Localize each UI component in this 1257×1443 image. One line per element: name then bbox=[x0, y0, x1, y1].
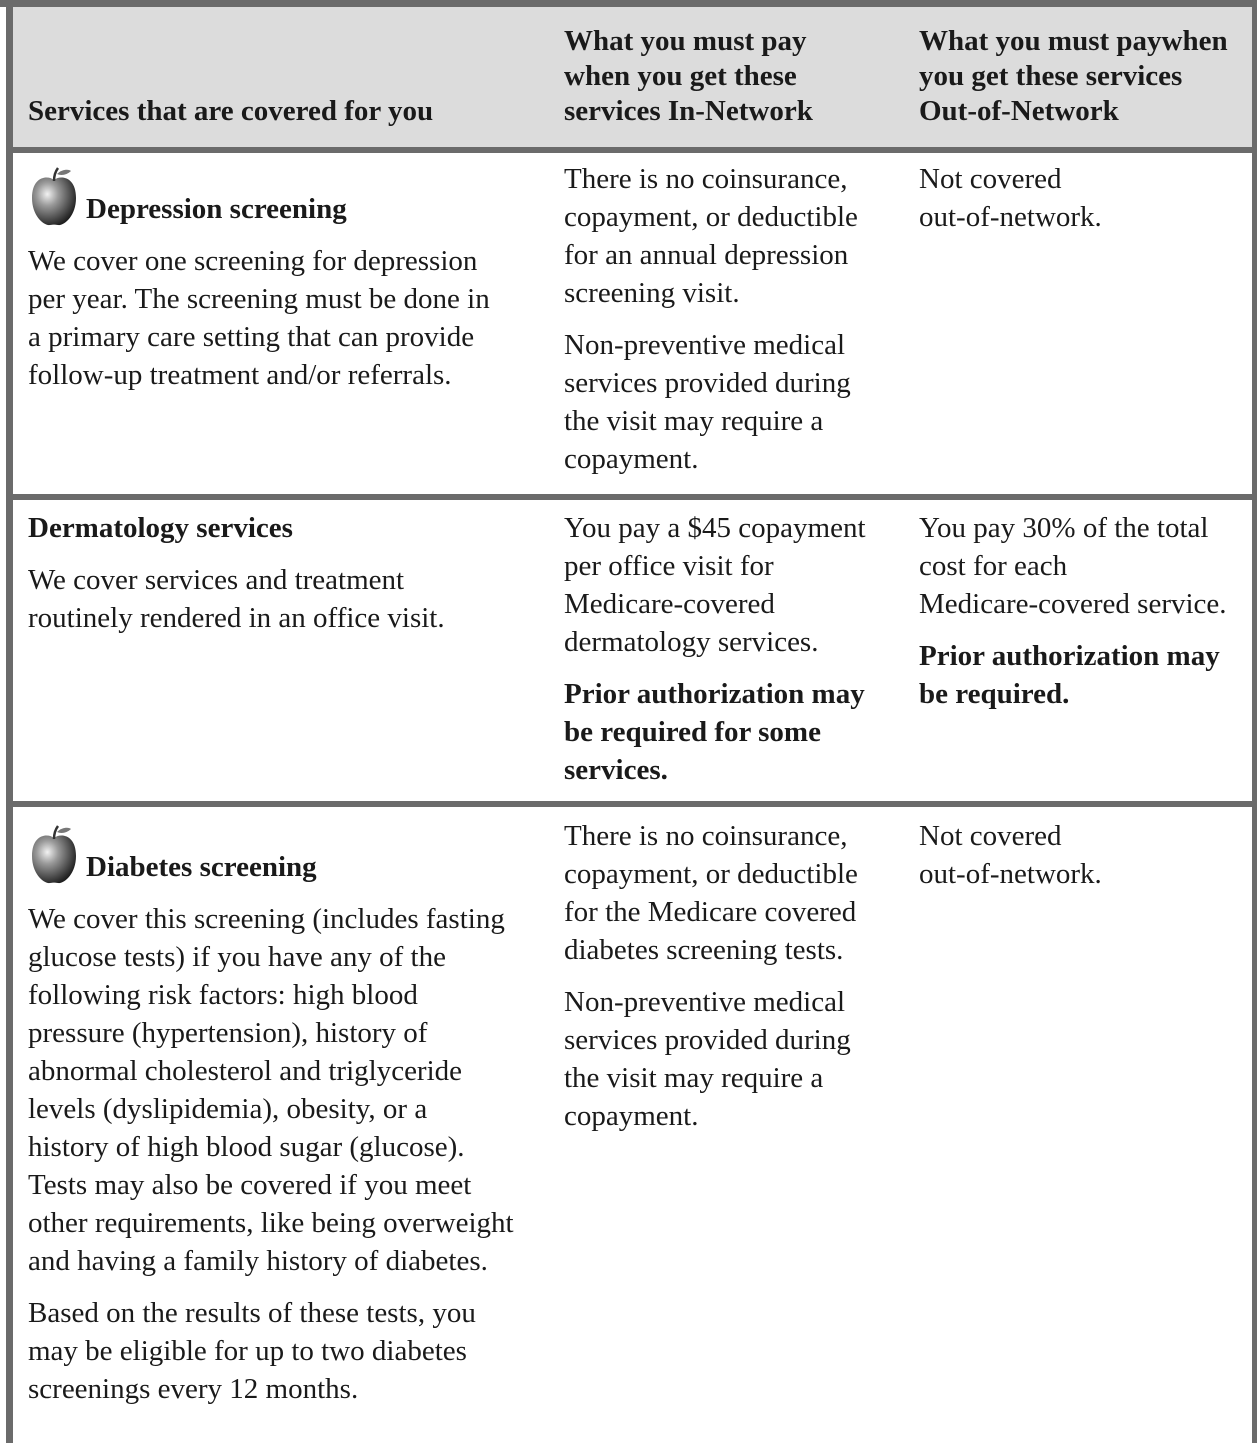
cost-paragraph bbox=[564, 983, 909, 1135]
table-top-border bbox=[0, 0, 1257, 7]
cost-paragraph bbox=[919, 509, 1254, 623]
apple-icon bbox=[28, 166, 80, 228]
cost-line: You pay 30% of the total bbox=[919, 512, 1209, 544]
service-title: Depression screening bbox=[86, 193, 347, 225]
cost-line: cost for each bbox=[919, 550, 1068, 582]
row-depression-service bbox=[28, 166, 548, 408]
header-in-network bbox=[564, 24, 904, 129]
desc-line: Based on the results of these tests, you bbox=[28, 1297, 476, 1329]
cost-line: Prior authorization may bbox=[564, 678, 865, 710]
row-diabetes-service bbox=[28, 824, 553, 1422]
service-description bbox=[28, 900, 553, 1280]
row-diabetes-in-network bbox=[564, 817, 909, 1149]
desc-line: routinely rendered in an office visit. bbox=[28, 602, 445, 634]
header-col2-line: What you must pay bbox=[564, 25, 807, 57]
desc-line: history of high blood sugar (glucose). bbox=[28, 1131, 465, 1163]
desc-line: pressure (hypertension), history of bbox=[28, 1017, 428, 1049]
service-description bbox=[28, 242, 548, 394]
header-col3-line: What you must paywhen bbox=[919, 25, 1228, 57]
service-title: Dermatology services bbox=[28, 512, 293, 544]
cost-paragraph bbox=[919, 817, 1254, 893]
cost-line: Not covered bbox=[919, 163, 1062, 195]
cost-line: for an annual depression bbox=[564, 239, 849, 271]
row-depression-in-network bbox=[564, 160, 909, 492]
cost-line: services. bbox=[564, 754, 668, 786]
row-separator bbox=[13, 801, 1252, 807]
cost-paragraph bbox=[564, 817, 909, 969]
row-dermatology-in-network bbox=[564, 509, 909, 803]
desc-line: We cover this screening (includes fasting bbox=[28, 903, 505, 935]
header-col3-line: you get these services bbox=[919, 60, 1183, 92]
desc-line: may be eligible for up to two diabetes bbox=[28, 1335, 467, 1367]
cost-paragraph bbox=[919, 160, 1254, 236]
cost-paragraph bbox=[564, 160, 909, 312]
desc-line: screenings every 12 months. bbox=[28, 1373, 359, 1405]
cost-line: Non-preventive medical bbox=[564, 986, 846, 1018]
cost-line: for the Medicare covered bbox=[564, 896, 857, 928]
service-title: Diabetes screening bbox=[86, 851, 317, 883]
header-col2-line: services In-Network bbox=[564, 95, 813, 127]
cost-line: services provided during bbox=[564, 367, 851, 399]
cost-line: Medicare-covered service. bbox=[919, 588, 1227, 620]
header-out-of-network bbox=[919, 24, 1254, 129]
row-diabetes-out-of-network bbox=[919, 817, 1254, 907]
desc-line: abnormal cholesterol and triglyceride bbox=[28, 1055, 463, 1087]
cost-line: copayment, or deductible bbox=[564, 858, 858, 890]
cost-line: out-of-network. bbox=[919, 858, 1102, 890]
cost-line: copayment. bbox=[564, 1100, 699, 1132]
cost-line: per office visit for bbox=[564, 550, 774, 582]
desc-line: levels (dyslipidemia), obesity, or a bbox=[28, 1093, 428, 1125]
desc-line: a primary care setting that can provide bbox=[28, 321, 475, 353]
table-left-border bbox=[6, 0, 13, 1443]
cost-line: copayment. bbox=[564, 443, 699, 475]
header-separator bbox=[13, 147, 1252, 153]
desc-line: Tests may also be covered if you meet bbox=[28, 1169, 472, 1201]
row-depression-title-row bbox=[28, 166, 548, 228]
cost-line: diabetes screening tests. bbox=[564, 934, 844, 966]
desc-line: following risk factors: high blood bbox=[28, 979, 418, 1011]
header-services-covered bbox=[28, 94, 548, 129]
row-dermatology-service bbox=[28, 509, 548, 651]
row-depression-out-of-network bbox=[919, 160, 1254, 250]
cost-line: out-of-network. bbox=[919, 201, 1102, 233]
desc-line: We cover services and treatment bbox=[28, 564, 405, 596]
cost-line: Non-preventive medical bbox=[564, 329, 846, 361]
desc-line: per year. The screening must be done in bbox=[28, 283, 490, 315]
row-separator bbox=[13, 494, 1252, 500]
cost-line: the visit may require a bbox=[564, 1062, 824, 1094]
header-col2-line: when you get these bbox=[564, 60, 797, 92]
header-col1-text: Services that are covered for you bbox=[28, 95, 434, 127]
service-description bbox=[28, 1294, 553, 1408]
cost-line: be required. bbox=[919, 678, 1070, 710]
cost-line: There is no coinsurance, bbox=[564, 163, 848, 195]
cost-line: dermatology services. bbox=[564, 626, 819, 658]
desc-line: follow-up treatment and/or referrals. bbox=[28, 359, 452, 391]
cost-paragraph bbox=[564, 509, 909, 661]
row-diabetes-title-row bbox=[28, 824, 553, 886]
prior-auth-note bbox=[919, 637, 1254, 713]
cost-line: There is no coinsurance, bbox=[564, 820, 848, 852]
cost-line: be required for some bbox=[564, 716, 821, 748]
cost-line: services provided during bbox=[564, 1024, 851, 1056]
cost-paragraph bbox=[564, 326, 909, 478]
row-dermatology-out-of-network bbox=[919, 509, 1254, 727]
service-description bbox=[28, 561, 548, 637]
desc-line: and having a family history of diabetes. bbox=[28, 1245, 488, 1277]
cost-line: screening visit. bbox=[564, 277, 740, 309]
cost-line: You pay a $45 copayment bbox=[564, 512, 866, 544]
cost-line: the visit may require a bbox=[564, 405, 824, 437]
cost-line: copayment, or deductible bbox=[564, 201, 858, 233]
cost-line: Prior authorization may bbox=[919, 640, 1220, 672]
desc-line: other requirements, like being overweight bbox=[28, 1207, 514, 1239]
prior-auth-note bbox=[564, 675, 909, 789]
desc-line: We cover one screening for depression bbox=[28, 245, 478, 277]
desc-line: glucose tests) if you have any of the bbox=[28, 941, 446, 973]
apple-icon bbox=[28, 824, 80, 886]
header-col3-line: Out-of-Network bbox=[919, 95, 1119, 127]
cost-line: Not covered bbox=[919, 820, 1062, 852]
cost-line: Medicare-covered bbox=[564, 588, 775, 620]
